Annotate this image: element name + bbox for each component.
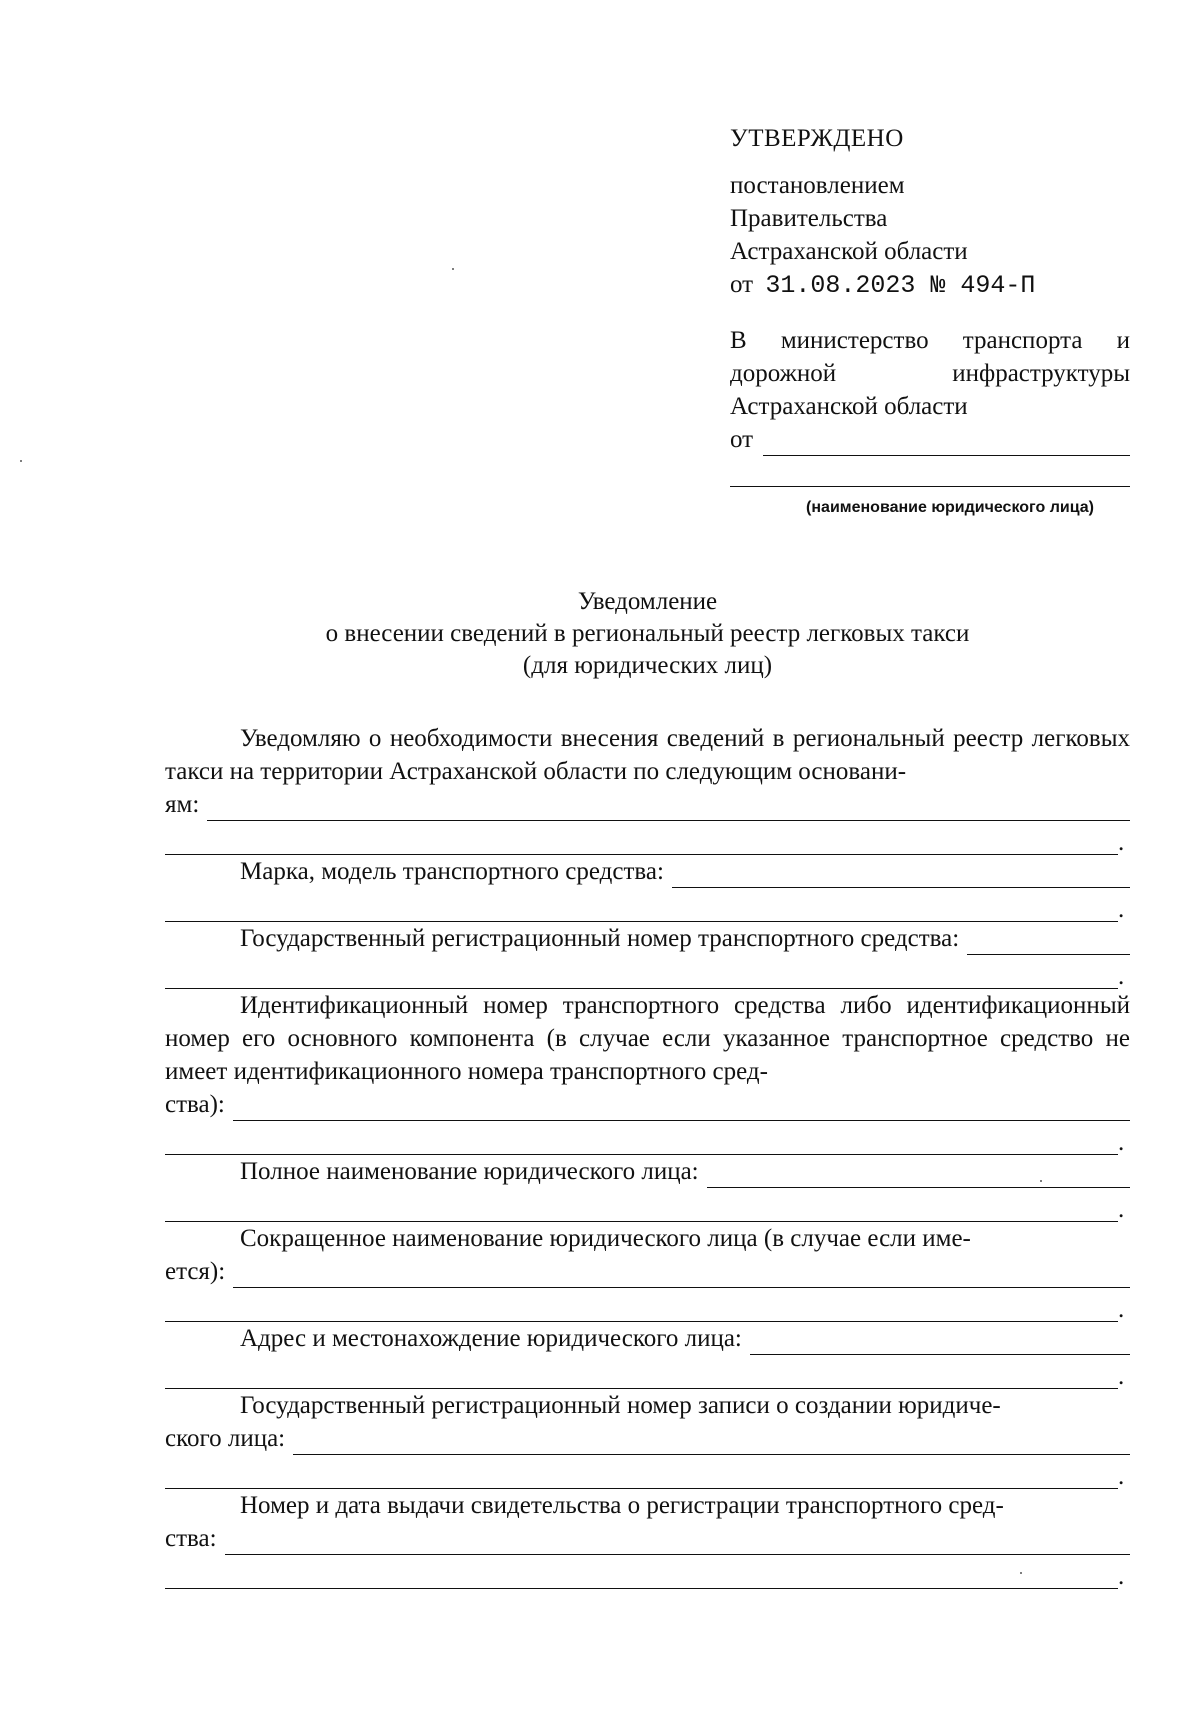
vin-fill-line[interactable]: [233, 1094, 1130, 1121]
end-mark: .: [1118, 1363, 1125, 1390]
scan-speck: [1040, 1180, 1042, 1182]
full-name-label: Полное наименование юридического лица:: [240, 1158, 699, 1185]
short-name-fill-line-2[interactable]: [165, 1288, 1130, 1322]
end-mark: .: [1118, 1129, 1125, 1156]
certificate-row: [165, 1522, 1130, 1555]
legal-entity-caption: (наименование юридического лица): [806, 499, 1094, 516]
recipient-text: В министерство транспорта и дорожной инфраструктуры Астраханской области: [730, 327, 1130, 420]
address-fill-line-2[interactable]: [165, 1355, 1130, 1389]
short-name-paragraph: Сокращенное наименование юридического лица (в случае если име-: [240, 1225, 971, 1252]
scan-speck: [1020, 1572, 1022, 1574]
scan-speck: [20, 460, 22, 462]
end-mark: .: [1118, 963, 1125, 990]
title-line-2: о внесении сведений в региональный реестр легковых такси: [325, 620, 970, 647]
full-name-row: [165, 1155, 1130, 1188]
vin-paragraph: Идентификационный номер транспортного средства либо идентификационный номер его основного компонента (в случае если указанное транспортное средство не имеет идентификационного номера транспортного сред-: [165, 992, 1130, 1085]
intro-tail: ям:: [165, 791, 200, 818]
make-model-fill-line-2[interactable]: [165, 888, 1130, 922]
ogrn-fill-line[interactable]: [293, 1428, 1130, 1455]
intro-fill-line[interactable]: [207, 794, 1130, 821]
title-line-3: (для юридических лиц): [522, 652, 773, 679]
reg-number-label: Государственный регистрационный номер транспортного средства:: [240, 925, 960, 952]
form-body: [165, 722, 1130, 1589]
from-row: [730, 423, 1130, 456]
certificate-tail: ства:: [165, 1525, 217, 1552]
title-line-1: Уведомление: [577, 588, 718, 615]
certificate-paragraph: Номер и дата выдачи свидетельства о регистрации транспортного сред-: [240, 1492, 1004, 1519]
from-fill-line-2[interactable]: [730, 464, 1130, 487]
make-model-fill-line[interactable]: [672, 861, 1130, 888]
make-model-label: Марка, модель транспортного средства:: [240, 858, 664, 885]
decree-number: 31.08.2023 № 494-П: [765, 271, 1036, 300]
address-label: Адрес и местонахождение юридического лица:: [240, 1325, 742, 1352]
document-title: [165, 586, 1130, 682]
end-mark: .: [1118, 1463, 1125, 1490]
approval-line-3: Астраханской области: [730, 238, 968, 265]
from-fill-line[interactable]: [763, 431, 1130, 456]
certificate-fill-line[interactable]: [225, 1528, 1130, 1555]
short-name-fill-line[interactable]: [233, 1261, 1130, 1288]
vin-tail: ства):: [165, 1091, 225, 1118]
ogrn-row: [165, 1422, 1130, 1455]
address-fill-line[interactable]: [750, 1328, 1130, 1355]
short-name-tail: ется):: [165, 1258, 226, 1285]
end-mark: .: [1118, 829, 1125, 856]
ogrn-fill-line-2[interactable]: [165, 1455, 1130, 1489]
reg-number-fill-line-2[interactable]: [165, 955, 1130, 989]
ogrn-tail: ского лица:: [165, 1425, 286, 1452]
approval-block: [730, 122, 1130, 524]
vin-row: [165, 1088, 1130, 1121]
ogrn-paragraph: Государственный регистрационный номер записи о создании юридиче-: [240, 1392, 1001, 1419]
end-mark: .: [1118, 1563, 1125, 1590]
end-mark: .: [1118, 1196, 1125, 1223]
approved-heading: УТВЕРЖДЕНО: [730, 125, 904, 152]
reg-number-fill-line[interactable]: [967, 928, 1130, 955]
approval-line-2: Правительства: [730, 205, 888, 232]
short-name-row: [165, 1255, 1130, 1288]
scan-speck: [452, 268, 454, 270]
decree-date-prefix: от: [730, 271, 754, 298]
certificate-fill-line-2[interactable]: [165, 1555, 1130, 1589]
approval-line-1: постановлением: [730, 172, 905, 199]
from-label: от: [730, 426, 754, 453]
intro-paragraph: Уведомляю о необходимости внесения сведений в региональный реестр легковых такси на территории Астраханской области по следующим основани-: [165, 725, 1130, 785]
reg-number-row: [165, 922, 1130, 955]
end-mark: .: [1118, 896, 1125, 923]
full-name-fill-line-2[interactable]: [165, 1188, 1130, 1222]
intro-row: [165, 788, 1130, 821]
vin-fill-line-2[interactable]: [165, 1121, 1130, 1155]
end-mark: .: [1118, 1296, 1125, 1323]
full-name-fill-line[interactable]: [707, 1161, 1130, 1188]
recipient-block: [730, 324, 1130, 524]
decree-line: [730, 268, 1130, 302]
make-model-row: [165, 855, 1130, 888]
intro-fill-line-2[interactable]: [165, 821, 1130, 855]
address-row: [165, 1322, 1130, 1355]
